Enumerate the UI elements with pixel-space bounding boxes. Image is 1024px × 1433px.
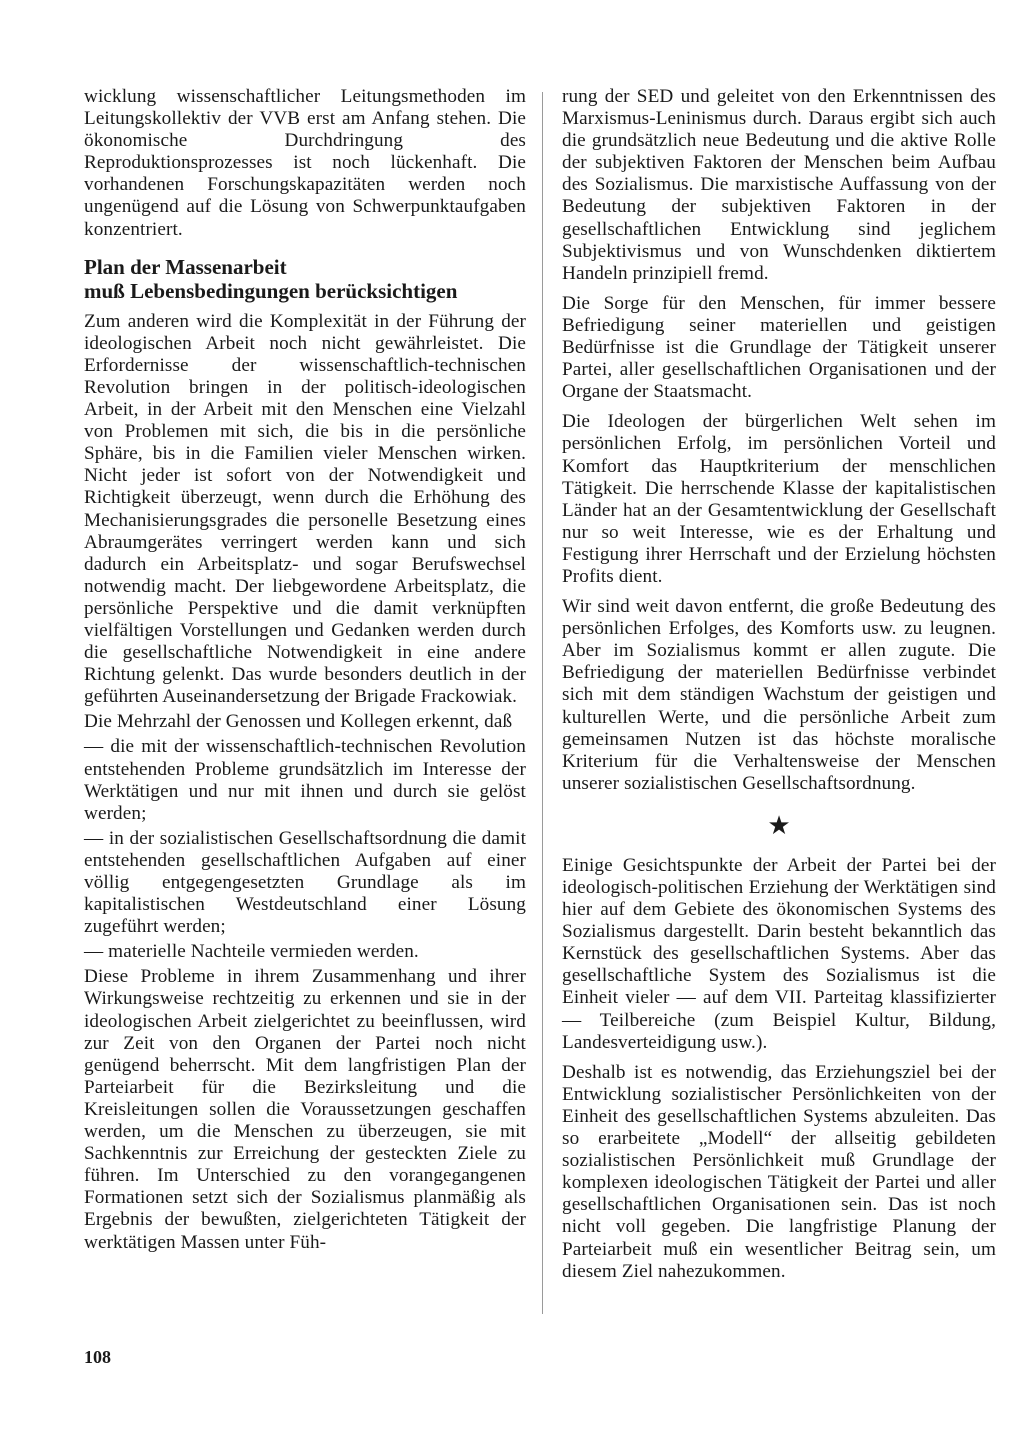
page-number: 108 [84,1347,111,1367]
section-heading [84,255,526,303]
paragraph: Zum anderen wird die Komplexität in der Führung der ideologischen Arbeit noch nicht gewährleistet. Die Erfordernisse der wissenschaftlich-technischen Revolution bringen in der politisch-ideologischen Arbeit, in der Arbeit mit den Menschen eine Vielzahl von Problemen mit sich, die bis in die persönliche Sphäre, bis in die Familien vieler Menschen wirken. Nicht jeder ist sofort von der Notwendigkeit und Richtigkeit überzeugt, wenn durch die Erhöhung des Mechanisierungsgrades die personelle Besetzung eines Abraumgerätes verringert werden kann und sich dadurch ein Arbeitsplatz- und sogar Berufswechsel notwendig macht. Der liebgewordene Arbeitsplatz, die persönliche Perspektive und die damit verknüpften vielfältigen Vorstellungen und Gedanken werden durch die gesellschaftliche Notwendigkeit in eine andere Richtung gelenkt. Das wurde besonders deutlich in der geführten Auseinandersetzung der Brigade Frackowiak. [84,310,526,708]
right-column [562,86,996,1286]
paragraph: Deshalb ist es notwendig, das Erziehungsziel bei der Entwicklung sozialistischer Persönlichkeiten von der Einheit des gesellschaftlichen Systems abzuleiten. Das so erarbeitete „Modell“ der allseitig gebildeten sozialistischen Persönlichkeit muß Grundlage der komplexen ideologischen Tätigkeit der Partei und aller gesellschaftlichen Organisationen sein. Das ist noch nicht voll gegeben. Die langfristige Planung der Parteiarbeit muß ein wesentlicher Beitrag sein, um diesem Ziel nahezukommen. [562,1061,996,1282]
column-divider [542,92,543,1314]
paragraph: Die Sorge für den Menschen, für immer bessere Befriedigung seiner materiellen und geistigen Bedürfnisse ist die Grundlage der Tätigkeit unserer Partei, aller gesellschaftlichen Organisationen und der Organe der Staatsmacht. [562,292,996,403]
section-heading-line-2: muß Lebensbedingungen berücksichtigen [84,278,458,303]
paragraph: rung der SED und geleitet von den Erkenntnissen des Marxismus-Leninismus durch. Daraus ergibt sich auch die grundsätzlich neue Bedeutung und die aktive Rolle der subjektiven Faktoren der Menschen beim Aufbau des Sozialismus. Die marxistische Auffassung von der Bedeutung der subjektiven Faktoren in der gesellschaftlichen Entwicklung sind jeglichem Subjektivismus und von Wunschdenken diktiertem Handeln prinzipiell fremd. [562,86,996,284]
paragraph: Diese Probleme in ihrem Zusammenhang und ihrer Wirkungsweise rechtzeitig zu erkennen und sie in der ideologischen Arbeit zielgerichtet zu beeinflussen, wird zur Zeit von den Organen der Partei noch nicht genügend beherrscht. Mit dem langfristigen Plan der Parteiarbeit für die Bezirksleitung und die Kreisleitungen sollen die Voraussetzungen geschaffen werden, um die Menschen zu überzeugen, sie mit Sachkenntnis zur Erreichung der gesteckten Ziele zu führen. Im Unterschied zu den vorangegangenen Formationen setzt sich der Sozialismus planmäßig als Ergebnis der bewußten, zielgerichteten Tätigkeit der werktätigen Massen unter Füh- [84,966,526,1253]
dash-list-item: — materielle Nachteile vermieden werden. [84,941,419,963]
dash-list-item: — die mit der wissenschaftlich-technischen Revolution entstehenden Probleme grundsätzlich im Interesse der Werktätigen und nur mit ihnen und durch sie gelöst werden; [84,736,526,824]
paragraph: Wir sind weit davon entfernt, die große Bedeutung des persönlichen Erfolges, des Komforts usw. zu leugnen. Aber im Sozialismus kommt er allen zugute. Die Befriedigung der materiellen Bedürfnisse verbindet sich mit dem ständigen Wachstum der geistigen und kulturellen Werte, und die persönliche Arbeit zum gemeinsamen Nutzen ist das höchste moralische Kriterium für die Verhaltensweise der Menschen unserer sozialistischen Gesellschaftsordnung. [562,596,996,794]
paragraph: Einige Gesichtspunkte der Arbeit der Partei bei der ideologisch-politischen Erziehung der Werktätigen sind hier auf dem Gebiete des ökonomischen Systems des Sozialismus dargestellt. Darin besteht bekanntlich das Kernstück des gesellschaftlichen Systems. Aber das gesellschaftliche System des Sozialismus ist die Einheit vieler — auf dem VII. Parteitag klassifizierter — Teilbereiche (zum Beispiel Kultur, Bildung, Landesverteidigung usw.). [562,854,996,1053]
section-heading-line-1: Plan der Massenarbeit [84,254,287,279]
dash-list-item: — in der sozialistischen Gesellschaftsordnung die damit entstehenden gesellschaftlichen Aufgaben auf einer völlig entgegengesetzten Grundlage als im kapitalistischen Westdeutschland einer Lösung zugeführt werden; [84,827,526,938]
paragraph: Die Mehrzahl der Genossen und Kollegen erkennt, daß [84,711,513,733]
left-column [84,86,526,1257]
star-separator-icon: ★ [767,810,791,840]
paragraph: Die Ideologen der bürgerlichen Welt sehen im persönlichen Erfolg, im persönlichen Vorteil und Komfort das Hauptkriterium der menschlichen Tätigkeit. Die herrschende Klasse der kapitalistischen Länder hat an der Gesamtentwicklung der Gesellschaft nur so weit Interesse, wie es der Erhaltung und Festigung ihrer Herrschaft und der Erzielung höchsten Profits dient. [562,411,996,587]
intro-paragraph: wicklung wissenschaftlicher Leitungsmethoden im Leitungskollektiv der VVB erst am Anfang stehen. Die ökonomische Durchdringung des Reproduktionsprozesses ist noch lückenhaft. Die vorhandenen Forschungskapazitäten werden noch ungenügend auf die Lösung von Schwerpunktaufgaben konzentriert. [84,86,526,240]
